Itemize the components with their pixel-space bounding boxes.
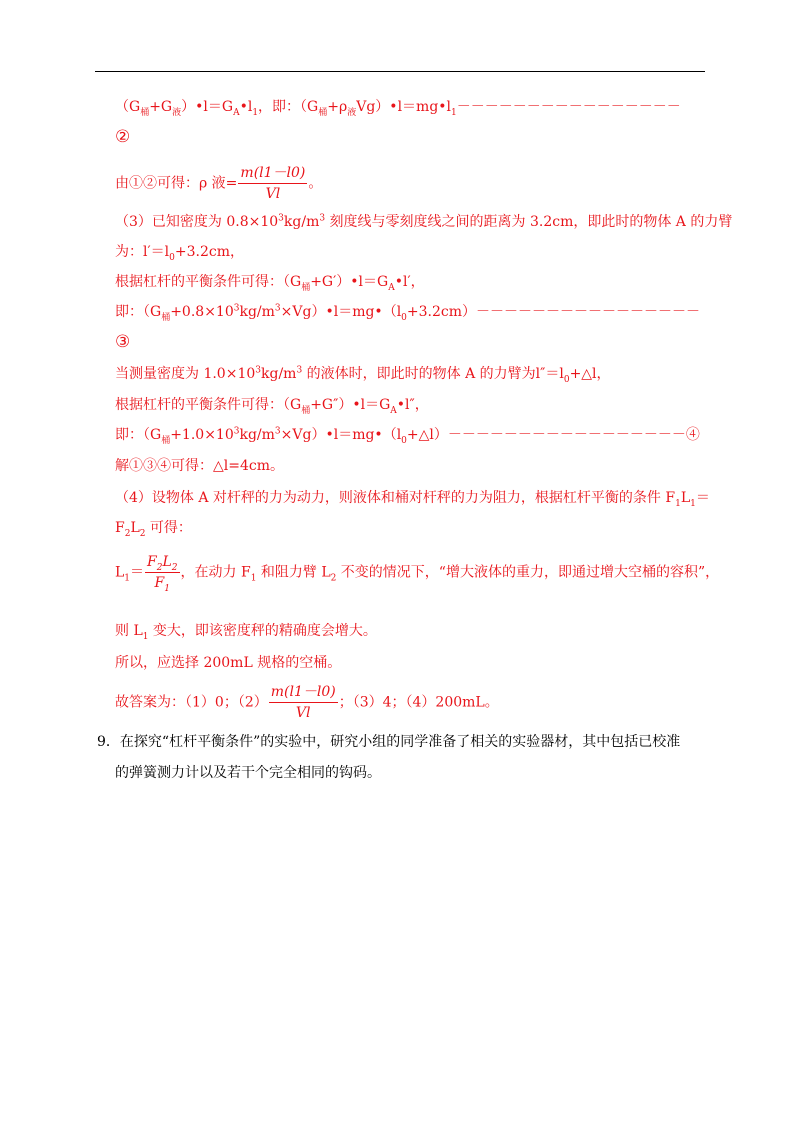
density-fraction	[238, 164, 307, 203]
equation-marker-2: ②	[115, 127, 131, 147]
equation-marker-3: ③	[115, 332, 131, 352]
density-result-prefix: 由①②可得：ρ 液=	[115, 175, 238, 192]
header-rule	[95, 71, 705, 72]
part4-continue: $F_2L_2$ 可得：	[115, 520, 192, 539]
part3-balance-line: 根据杠杆的平衡条件可得：$(G_桶+G')•l=G_A•l'$，	[115, 274, 425, 293]
answer-line	[115, 683, 499, 722]
density-numerator: m(l1－l0)	[238, 164, 307, 184]
equation-line-1: $(G_桶+G_液)•l=G_A•l_1$，即：$(G_桶+\rho_液Vg)•l=mg•l_1----------------$	[115, 99, 681, 118]
density-1-line: 当测量密度为 $1.0\times 10^3kg/m^3$ 的液体时，即此时的物体 A 的力臂为$l''=l_0+\triangle l$，	[115, 365, 611, 385]
lever-numerator: $F_2L_2$	[147, 554, 178, 573]
answer-fraction	[269, 683, 338, 722]
part3-lever-arm: 为：$l'=l_0+3.2cm$，	[115, 244, 244, 263]
part3-equation: 即：$(G_桶+0.8\times 10^3kg/m^3\times Vg)•l=mg•(l_0+3.2cm)----------------$	[115, 303, 701, 323]
part3-intro: （3）已知密度为 $0.8\times 10^3kg/m^3$ 刻度线与零刻度线之间的距离为 3.2cm，即此时的物体 A 的力臂	[115, 213, 733, 230]
lever-denominator: $F_1$	[154, 575, 170, 594]
lever-formula-line: $L_1=$ $\frac{F_2L_2}{F_1}$ ，在动力 $F_1$ 和阻力臂 $L_2$ 不变的情况下，“增大液体的重力，即通过增大空桶的容积”，	[115, 554, 720, 594]
balance-line-2: 根据杠杆的平衡条件可得：$(G_桶+G'')•l=G_A•l''$，	[115, 397, 429, 416]
solve-line: 解①③④可得：△l=4cm。	[115, 458, 284, 474]
answer-numerator: m(l1－l0)	[269, 683, 338, 703]
answer-denominator: Vl	[295, 705, 311, 721]
question-9-line-2: 的弹簧测力计以及若干个完全相同的钩码。	[115, 765, 381, 781]
lever-fraction	[145, 553, 179, 592]
equation-4-line: 即：$(G_桶+1.0\times 10^3kg/m^3\times Vg)•l=mg•(l_0+\triangle l)-----------------④$	[115, 426, 700, 446]
density-result-line	[115, 164, 322, 203]
conclusion-line: 则 $L_1$ 变大，即该密度秤的精确度会增大。	[115, 623, 377, 642]
answer-suffix: ；（3）4；（4）200mL。	[338, 694, 499, 711]
density-denominator: Vl	[265, 186, 281, 202]
density-result-suffix: 。	[308, 175, 323, 192]
answer-prefix: 故答案为：（1）0；（2）	[115, 694, 268, 711]
part4-intro: （4）设物体 A 对杆秤的力为动力，则液体和桶对杆秤的力为阻力，根据杠杆平衡的条件 $F_1L_1=$	[115, 490, 710, 509]
choose-bucket-line: 所以，应选择 200mL 规格的空桶。	[115, 655, 342, 671]
question-9-line-1: 9．在探究“杠杆平衡条件”的实验中，研究小组的同学准备了相关的实验器材，其中包括已校准	[97, 734, 681, 750]
